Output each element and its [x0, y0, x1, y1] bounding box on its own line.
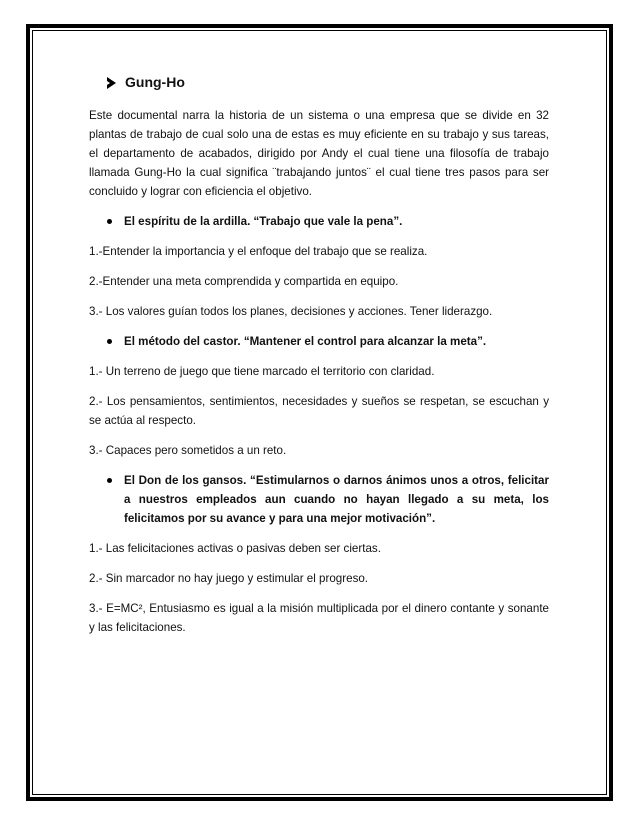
list-paragraph: 3.- Los valores guían todos los planes, decisiones y acciones. Tener liderazgo.: [89, 305, 493, 318]
bullet-title: El espíritu de la ardilla. “Trabajo que vale la pena”.: [124, 215, 403, 228]
bullet-dot-icon: [107, 219, 112, 224]
list-paragraph: 1.-Entender la importancia y el enfoque del trabajo que se realiza.: [89, 245, 428, 258]
list-paragraph: 3.- E=MC², Entusiasmo es igual a la misión multiplicada por el dinero contante y sonante y las felicitaciones.: [89, 602, 549, 634]
bullet-item: [89, 212, 549, 231]
list-paragraph: 1.- Las felicitaciones activas o pasivas deben ser ciertas.: [89, 542, 381, 555]
heading-text: Gung-Ho: [125, 74, 185, 90]
list-paragraph: 2.- Los pensamientos, sentimientos, necesidades y sueños se respetan, se escuchan y se actúa al respecto.: [89, 395, 549, 427]
list-paragraph: 2.- Sin marcador no hay juego y estimular el progreso.: [89, 572, 369, 585]
bullet-item: [89, 332, 549, 351]
list-paragraph: 1.- Un terreno de juego que tiene marcado el territorio con claridad.: [89, 365, 435, 378]
list-paragraph: 2.-Entender una meta comprendida y compartida en equipo.: [89, 275, 399, 288]
bullet-dot-icon: [107, 339, 112, 344]
arrow-bullet-icon: [107, 77, 116, 89]
intro-paragraph: Este documental narra la historia de un sistema o una empresa que se divide en 32 plantas de trabajo de cual solo una de estas es muy eficiente en su trabajo y sus tareas, el departamento de acabados, dirigido por Andy el cual tiene una filosofía de trabajo llamada Gung-Ho la cual significa ¨trabajando juntos¨ el cual tiene tres pasos para ser concluido y lograr con eficiencia el objetivo.: [89, 109, 549, 198]
section-heading: [107, 73, 549, 92]
list-paragraph: 3.- Capaces pero sometidos a un reto.: [89, 444, 287, 457]
bullet-title: El Don de los gansos. “Estimularnos o darnos ánimos unos a otros, felicitar a nuestros empleados aun cuando no hayan llegado a su meta, los felicitamos por su avance y para una mejor motivación”.: [124, 474, 549, 525]
document-body: [89, 73, 549, 648]
bullet-dot-icon: [107, 478, 112, 483]
bullet-title: El método del castor. “Mantener el control para alcanzar la meta”.: [124, 335, 487, 348]
bullet-item: [89, 471, 549, 528]
